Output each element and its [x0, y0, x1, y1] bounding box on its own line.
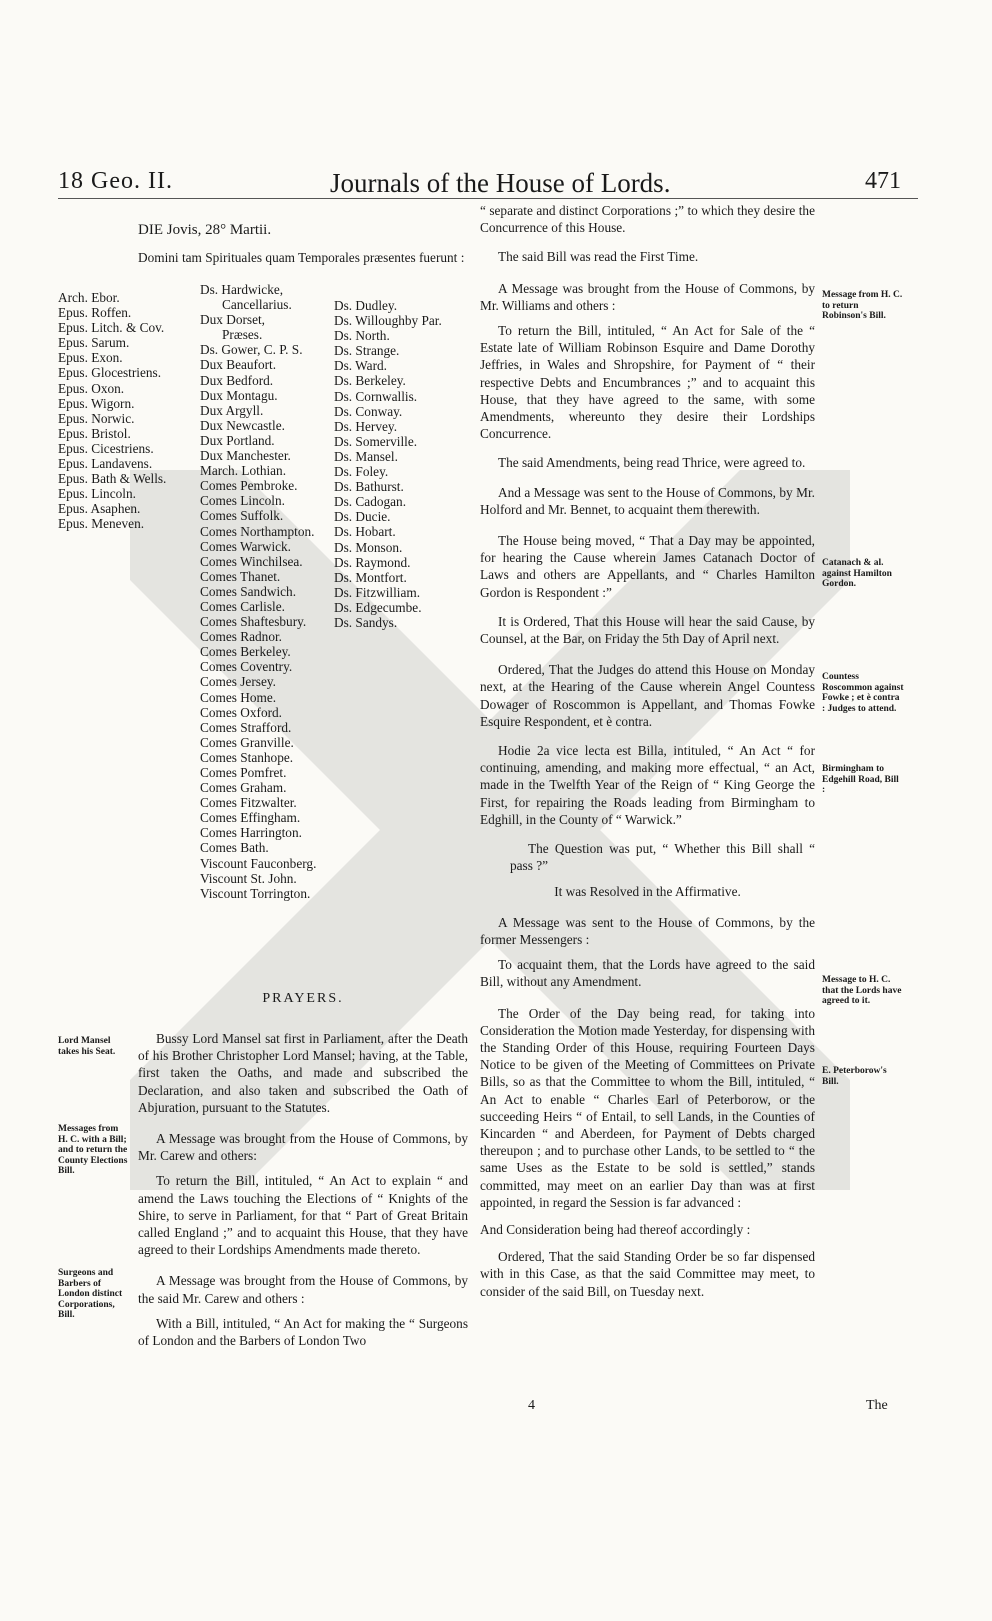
lord-name: Comes Fitzwalter.: [200, 795, 297, 811]
para-r4: To return the Bill, intituled, “ An Act for Sale of the “ Estate late of William Robinson Esquire and Dame Dorothy Jeffries, in Wales and Shropshire, for Payment of “ their respective Debts and Encumbrances ;” and to acquaint this House, that they have agreed to the same, with some Amendments, whereunto they desire their Lordships Concurrence.: [480, 323, 815, 442]
margin-note-mansel: Lord Mansel takes his Seat.: [58, 1036, 116, 1057]
para-r1: “ separate and distinct Corporations ;” to which they desire the Concurrence of this House.: [480, 203, 815, 236]
lord-name: Comes Suffolk.: [200, 508, 284, 524]
lord-name: Epus. Roffen.: [58, 305, 132, 321]
lord-name: Viscount St. John.: [200, 870, 297, 886]
lord-name: Viscount Torrington.: [200, 885, 311, 901]
prayers-block: [138, 990, 468, 1007]
lord-name: Comes Shaftesbury.: [200, 614, 307, 630]
lord-name: Epus. Wigorn.: [58, 395, 135, 411]
lord-name: Epus. Bristol.: [58, 425, 131, 441]
running-head-title: Journals of the House of Lords.: [330, 168, 671, 198]
lord-name: Comes Stanhope.: [200, 749, 294, 765]
lord-name: Ds. Monson.: [334, 539, 403, 555]
lord-name: Dux Argyll.: [200, 402, 264, 418]
lord-name: Ds. Conway.: [334, 403, 403, 419]
lord-name: Epus. Litch. & Cov.: [58, 320, 165, 336]
prayers-heading: PRAYERS.: [262, 991, 344, 1006]
lord-name: Præses.: [222, 327, 263, 343]
lord-name: Ds. Mansel.: [334, 448, 398, 464]
page-number: 471: [865, 168, 901, 194]
lords-list-col1: [58, 290, 166, 532]
margin-note-peterborow: E. Peterborow's Bill.: [822, 1066, 887, 1087]
lord-name: Comes Warwick.: [200, 538, 292, 554]
left-text-column: [138, 1030, 468, 1357]
catchword: The: [866, 1398, 888, 1413]
lord-name: Ds. Montfort.: [334, 569, 407, 585]
lord-name: Epus. Norwic.: [58, 410, 135, 426]
lord-name: Ds. Somerville.: [334, 433, 418, 449]
lords-list-col2: [200, 282, 316, 901]
lord-name: Ds. Gower, C. P. S.: [200, 342, 303, 358]
para-r2: The said Bill was read the First Time.: [498, 249, 699, 265]
lord-name: Comes Harrington.: [200, 825, 302, 841]
lord-name: Comes Sandwich.: [200, 583, 297, 599]
lord-name: Viscount Fauconberg.: [200, 855, 317, 871]
lord-name: Ds. Strange.: [334, 343, 400, 359]
para-r9: Ordered, That the Judges do attend this House on Monday next, at the Hearing of the Cause wherein Angel Countess Dowager of Roscommon is Appellant, and Thomas Fowke Esquire Respondent, et è contra.: [480, 662, 815, 729]
lord-name: Epus. Lincoln.: [58, 486, 136, 502]
para-r10: Hodie 2a vice lecta est Billa, intituled, “ An Act “ for continuing, amending, and making more effectual, “ an Act, made in the Twelfth Year of the Reign of “ King George the First, for repairing the Roads leading from Birmingham to Edghill, in the County of “ Warwick.”: [480, 743, 815, 827]
lord-name: Ds. Sandys.: [334, 614, 398, 630]
lord-name: Comes Thanet.: [200, 568, 281, 584]
lord-name: Dux Dorset,: [200, 312, 265, 328]
lord-name: Epus. Sarum.: [58, 335, 130, 351]
attendance-intro: Domini tam Spirituales quam Temporales præsentes fuerunt :: [138, 250, 465, 266]
lord-name: Epus. Oxon.: [58, 380, 125, 396]
lord-name: Ds. Ward.: [334, 358, 387, 374]
lord-name: Dux Portland.: [200, 432, 275, 448]
lord-name: Comes Home.: [200, 689, 277, 705]
para-return-elections-bill: To return the Bill, intituled, “ An Act to explain “ and amend the Laws touching the Elections of “ Knights of the Shire, to serve in Parliament, for that “ Part of Great Britain called England ;” and to acquaint this House, that they have agreed to their Lordships Amendments made thereto.: [138, 1173, 468, 1258]
margin-note-roscommon: Countess Roscommon against Fowke ; et è contra : Judges to attend.: [822, 672, 904, 714]
lord-name: Comes Berkeley.: [200, 644, 291, 660]
para-r14: To acquaint them, that the Lords have agreed to the said Bill, without any Amendment.: [480, 957, 815, 990]
margin-note-catanach: Catanach & al. against Hamilton Gordon.: [822, 558, 892, 589]
lord-name: Epus. Glocestriens.: [58, 365, 162, 381]
para-r7: The House being moved, “ That a Day may be appointed, for hearing the Cause wherein James Catanach Doctor of Laws and others are Appellants, and “ Charles Hamilton Gordon is Respondent :”: [480, 533, 815, 600]
lord-name: Comes Graham.: [200, 780, 287, 796]
lord-name: Comes Jersey.: [200, 674, 276, 690]
lord-name: Ds. Raymond.: [334, 554, 411, 570]
lord-name: Comes Lincoln.: [200, 493, 285, 509]
lord-name: Comes Pomfret.: [200, 765, 287, 780]
lord-name: March. Lothian.: [200, 463, 287, 479]
margin-note-surgeons: Surgeons and Barbers of London distinct Corporations, Bill.: [58, 1268, 123, 1320]
lord-name: Ds. Hobart.: [334, 524, 396, 540]
running-head-left: 18 Geo. II.: [58, 168, 173, 194]
para-message-carew-2: A Message was brought from the House of Commons, by the said Mr. Carew and others :: [138, 1273, 468, 1306]
para-r5: The said Amendments, being read Thrice, were agreed to.: [498, 455, 806, 471]
lord-name: Ds. Bathurst.: [334, 479, 404, 495]
margin-note-elections: Messages from H. C. with a Bill; and to return the County Elections Bill.: [58, 1124, 128, 1176]
lord-name: Epus. Asaphen.: [58, 501, 141, 517]
lord-name: Cancellarius.: [222, 297, 292, 313]
lord-name: Ds. Cadogan.: [334, 494, 407, 510]
para-r6: And a Message was sent to the House of Commons, by Mr. Holford and Mr. Bennet, to acquaint them therewith.: [480, 484, 815, 517]
margin-note-birmingham: Birmingham to Edgehill Road, Bill :: [822, 764, 899, 795]
lord-name: Ds. Hervey.: [334, 418, 398, 434]
lord-name: Comes Strafford.: [200, 719, 292, 735]
lord-name: Ds. Ducie.: [334, 509, 391, 525]
para-r17: Ordered, That the said Standing Order be so far dispensed with in this Case, as that the said Committee may meet, to consider of the said Bill, on Tuesday next.: [480, 1249, 815, 1299]
lord-name: Comes Winchilsea.: [200, 553, 303, 569]
lord-name: Ds. Cornwallis.: [334, 388, 418, 404]
para-surgeons-bill: With a Bill, intituled, “ An Act for making the “ Surgeons of London and the Barbers of London Two: [138, 1315, 468, 1349]
lord-name: Dux Newcastle.: [200, 417, 285, 433]
lord-name: Comes Radnor.: [200, 629, 282, 645]
lord-name: Comes Carlisle.: [200, 598, 285, 614]
para-r3: A Message was brought from the House of Commons, by Mr. Williams and others :: [480, 280, 815, 313]
para-mansel: Bussy Lord Mansel sat first in Parliament, after the Death of his Brother Christopher Lord Mansel; having, at the Table, first taken the Oaths, and made and subscribed the Declaration, and also taken and subscribed the Oath of Abjuration, pursuant to the Statutes.: [138, 1031, 468, 1115]
lord-name: Dux Beaufort.: [200, 357, 277, 373]
date-line: DIE Jovis, 28° Martii.: [138, 222, 272, 238]
lord-name: Ds. Hardwicke,: [200, 282, 284, 297]
para-r13: A Message was sent to the House of Commons, by the former Messengers :: [480, 914, 815, 947]
lord-name: Ds. Edgecumbe.: [334, 599, 422, 615]
para-r11: The Question was put, “ Whether this Bill shall “ pass ?”: [510, 841, 815, 874]
lord-name: Ds. North.: [334, 328, 390, 344]
para-message-carew: A Message was brought from the House of Commons, by Mr. Carew and others:: [138, 1131, 468, 1164]
lord-name: Comes Coventry.: [200, 659, 293, 675]
lord-name: Epus. Cicestriens.: [58, 440, 154, 456]
lord-name: Epus. Landavens.: [58, 456, 153, 472]
header-rule: [58, 198, 918, 199]
lord-name: Dux Bedford.: [200, 372, 274, 388]
lords-list-col3: [334, 298, 442, 630]
lord-name: Arch. Ebor.: [58, 290, 120, 305]
lord-name: Dux Manchester.: [200, 448, 291, 464]
lord-name: Ds. Willoughby Par.: [334, 313, 442, 329]
para-r16: And Consideration being had thereof accordingly :: [480, 1221, 751, 1237]
margin-note-message-hc: Message to H. C. that the Lords have agreed to it.: [822, 975, 902, 1006]
lord-name: Comes Effingham.: [200, 810, 301, 826]
para-r12: It was Resolved in the Affirmative.: [554, 883, 741, 899]
para-r15: The Order of the Day being read, for taking into Consideration the Motion made Yesterday, for dispensing with the Standing Order of this House, requiring Fourteen Days Notice to be given of the Meeting of Committees on Private Bills, so as that the Committee to whom the Bill, intituled, “ An Act to enable “ Charles Earl of Peterborow, or the succeeding Heirs “ of Entail, to sell Lands, in the Counties of Kincarden “ and Aberdeen, for Payment of Debts charged thereupon ; and to purchase other Lands, to be settled to “ the same Uses as the Estate to be sold is settled,” stands committed, may meet on an earlier Day than was at first appointed, in regard the Session is far advanced :: [480, 1005, 815, 1210]
lord-name: Comes Oxford.: [200, 704, 282, 720]
lord-name: Dux Montagu.: [200, 387, 278, 403]
margin-note-robinson: Message from H. C. to return Robinson's Bill.: [822, 290, 903, 321]
lord-name: Epus. Bath & Wells.: [58, 471, 167, 487]
lord-name: Ds. Dudley.: [334, 298, 398, 313]
lord-name: Ds. Fitzwilliam.: [334, 584, 421, 600]
lord-name: Comes Bath.: [200, 840, 269, 856]
date-block: [138, 222, 468, 274]
lord-name: Comes Pembroke.: [200, 478, 298, 494]
lord-name: Ds. Foley.: [334, 464, 389, 480]
lord-name: Comes Granville.: [200, 734, 294, 750]
lord-name: Epus. Meneven.: [58, 516, 145, 532]
lord-name: Ds. Berkeley.: [334, 373, 406, 389]
signature-mark: 4: [528, 1398, 535, 1413]
lord-name: Epus. Exon.: [58, 350, 123, 366]
para-r8: It is Ordered, That this House will hear the said Cause, by Counsel, at the Bar, on Friday the 5th Day of April next.: [480, 613, 815, 647]
lord-name: Comes Northampton.: [200, 523, 315, 539]
right-text-column: [480, 202, 815, 1308]
